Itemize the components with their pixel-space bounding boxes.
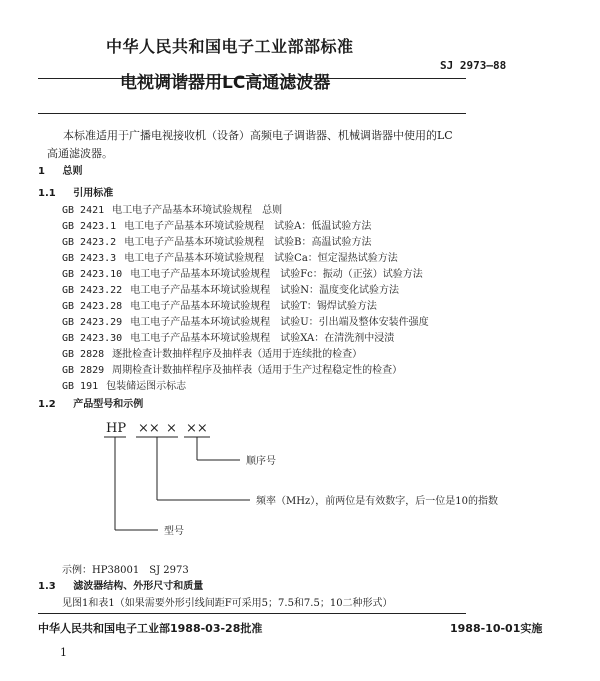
reference-item bbox=[62, 361, 402, 376]
section-1-3-text: 见图1和表1（如果需要外形引线间距F可采用5；7.5和7.5；10二种形式） bbox=[62, 598, 393, 609]
reference-code: GB 2423.1 bbox=[62, 221, 117, 232]
section-number: 1 bbox=[38, 166, 45, 177]
standard-code: SJ 2973—88 bbox=[440, 59, 507, 72]
reference-title: 电工电子产品基本环境试验规程 试验Ca：恒定湿热试验方法 bbox=[124, 253, 398, 264]
reference-title: 包装储运图示标志 bbox=[106, 381, 187, 392]
approval-line: 中华人民共和国电子工业部1988-03-28批准 bbox=[38, 622, 263, 635]
page-number: 1 bbox=[60, 646, 67, 659]
section-1-heading bbox=[38, 162, 82, 177]
reference-code: GB 2423.22 bbox=[62, 285, 123, 296]
section-label: 产品型号和示例 bbox=[73, 399, 144, 410]
reference-code: GB 2423.10 bbox=[62, 269, 123, 280]
exponent-mark: × bbox=[166, 421, 177, 436]
reference-title: 逐批检查计数抽样程序及抽样表（适用于连续批的检查） bbox=[112, 349, 363, 360]
reference-title: 电工电子产品基本环境试验规程 试验Fc：振动（正弦）试验方法 bbox=[130, 269, 423, 280]
reference-title: 电工电子产品基本环境试验规程 试验T：锡焊试验方法 bbox=[130, 301, 377, 312]
reference-title: 电工电子产品基本环境试验规程 总则 bbox=[112, 205, 283, 216]
document-title: 电视调谐器用LC高通滤波器 bbox=[120, 73, 331, 93]
reference-code: GB 2829 bbox=[62, 365, 105, 376]
reference-title: 电工电子产品基本环境试验规程 试验B：高温试验方法 bbox=[124, 237, 372, 248]
section-label: 滤波器结构、外形尺寸和质量 bbox=[73, 581, 204, 592]
frequency-label: 频率（MHz），前两位是有效数字，后一位是10的指数 bbox=[256, 496, 498, 507]
reference-title: 周期检查计数抽样程序及抽样表（适用于生产过程稳定性的检查） bbox=[112, 365, 403, 376]
reference-item bbox=[62, 265, 423, 280]
reference-title: 电工电子产品基本环境试验规程 试验A：低温试验方法 bbox=[124, 221, 372, 232]
reference-item bbox=[62, 217, 371, 232]
model-label: 型号 bbox=[164, 526, 184, 537]
reference-title: 电工电子产品基本环境试验规程 试验U：引出端及整体安装件强度 bbox=[130, 317, 429, 328]
reference-item bbox=[62, 297, 377, 312]
reference-item bbox=[62, 329, 394, 344]
example-line: 示例：HP38001 SJ 2973 bbox=[62, 565, 189, 576]
section-1-3-heading bbox=[38, 577, 203, 592]
reference-code: GB 2423.30 bbox=[62, 333, 123, 344]
reference-item bbox=[62, 201, 282, 216]
reference-code: GB 2423.3 bbox=[62, 253, 117, 264]
section-label: 总则 bbox=[62, 166, 83, 177]
frequency-marks: ×× bbox=[138, 421, 160, 436]
model-number-diagram bbox=[100, 420, 498, 550]
reference-item bbox=[62, 281, 399, 296]
reference-title: 电工电子产品基本环境试验规程 试验XA：在清洗剂中浸渍 bbox=[130, 333, 395, 344]
section-number: 1.1 bbox=[38, 188, 56, 199]
reference-code: GB 2423.2 bbox=[62, 237, 117, 248]
issuing-authority: 中华人民共和国电子工业部部标准 bbox=[106, 37, 354, 56]
reference-code: GB 2828 bbox=[62, 349, 105, 360]
reference-code: GB 2423.28 bbox=[62, 301, 123, 312]
sequence-label: 顺序号 bbox=[246, 456, 276, 467]
model-prefix: HP bbox=[106, 421, 127, 436]
reference-title: 电工电子产品基本环境试验规程 试验N：温度变化试验方法 bbox=[130, 285, 399, 296]
reference-code: GB 2421 bbox=[62, 205, 105, 216]
reference-item bbox=[62, 345, 362, 360]
sequence-marks: ×× bbox=[186, 421, 208, 436]
effective-date: 1988-10-01实施 bbox=[450, 622, 543, 635]
section-number: 1.2 bbox=[38, 399, 56, 410]
title-rule bbox=[38, 113, 466, 114]
section-1-2-heading bbox=[38, 395, 143, 410]
section-label: 引用标准 bbox=[73, 188, 114, 199]
reference-code: GB 2423.29 bbox=[62, 317, 123, 328]
footer-rule bbox=[38, 613, 466, 614]
section-number: 1.3 bbox=[38, 581, 56, 592]
scope-paragraph: 本标准适用于广播电视接收机（设备）高频电子调谐器、机械调谐器中使用的LC高通滤波器。 bbox=[47, 129, 453, 160]
reference-item bbox=[62, 313, 429, 328]
reference-code: GB 191 bbox=[62, 381, 99, 392]
reference-item bbox=[62, 377, 186, 392]
reference-item bbox=[62, 233, 372, 248]
section-1-1-heading bbox=[38, 184, 113, 199]
reference-item bbox=[62, 249, 398, 264]
